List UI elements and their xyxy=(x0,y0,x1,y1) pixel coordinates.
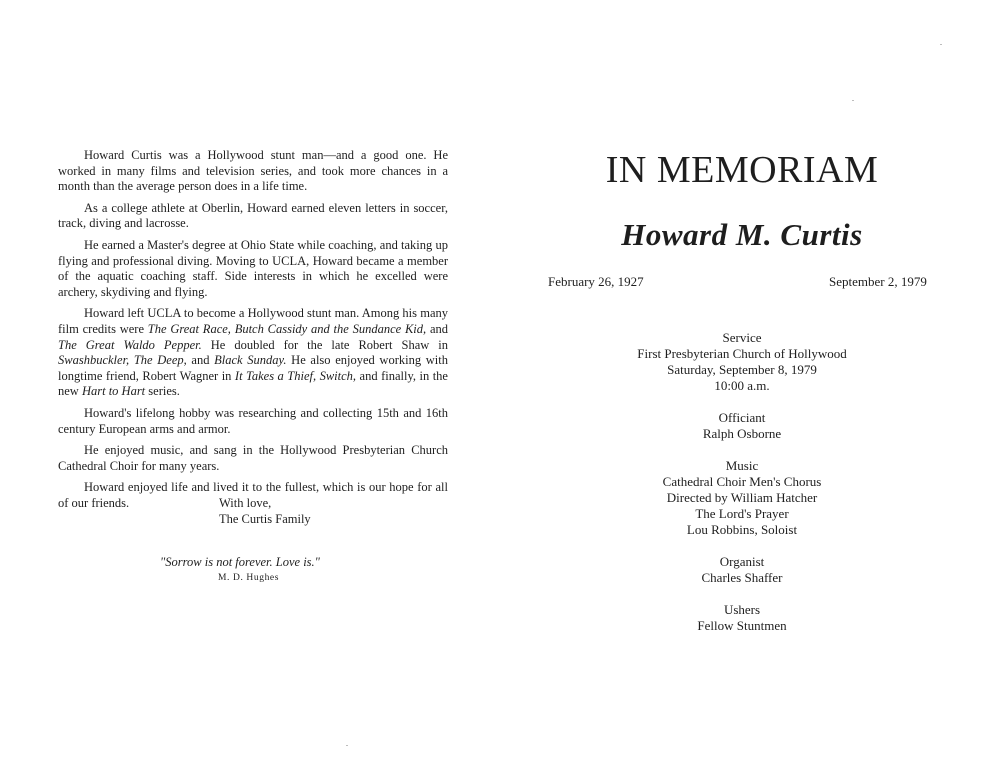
music-line: Cathedral Choir Men's Chorus xyxy=(662,474,822,489)
ushers-section xyxy=(499,602,985,634)
section-heading: Officiant xyxy=(718,410,766,425)
organist-name: Charles Shaffer xyxy=(701,570,783,585)
honoree-name: Howard M. Curtis xyxy=(621,217,863,252)
service-program xyxy=(499,330,985,650)
music-line: Lou Robbins, Soloist xyxy=(686,522,798,537)
music-section xyxy=(499,458,985,538)
film-title: The Great Waldo Pepper. xyxy=(58,337,202,352)
text-run: and xyxy=(426,321,449,336)
service-section xyxy=(499,330,985,394)
text-run: and finally, in the new xyxy=(58,368,448,399)
bio-paragraph: Howard's lifelong hobby was researching and collecting 15th and 16th century European arms and armor. xyxy=(58,405,448,436)
closing-family: The Curtis Family xyxy=(219,511,311,526)
officiant-section xyxy=(499,410,985,442)
section-heading: Music xyxy=(725,458,759,473)
bio-paragraph-film-credits xyxy=(58,306,448,400)
film-title: It Takes a Thief, Switch, xyxy=(234,368,357,383)
officiant-name: Ralph Osborne xyxy=(702,426,782,441)
ushers-name: Fellow Stuntmen xyxy=(697,618,787,633)
text-run: He doubled for the late Robert Shaw in xyxy=(201,337,448,352)
bio-paragraph: As a college athlete at Oberlin, Howard earned eleven letters in soccer, track, diving and lacrosse. xyxy=(58,200,448,231)
quote-text: "Sorrow is not forever. Love is." xyxy=(160,555,320,569)
biography xyxy=(58,148,448,517)
death-date: September 2, 1979 xyxy=(829,274,927,289)
music-line: The Lord's Prayer xyxy=(695,506,789,521)
closing-line: With love, xyxy=(219,496,272,510)
section-heading: Service xyxy=(722,330,762,345)
scan-speck xyxy=(346,745,348,746)
scan-speck xyxy=(940,44,942,45)
page-title: IN MEMORIAM xyxy=(605,149,879,191)
bio-paragraph: He enjoyed music, and sang in the Hollywood Presbyterian Church Cathedral Choir for many years. xyxy=(58,443,448,473)
service-place: First Presbyterian Church of Hollywood xyxy=(637,346,847,361)
bio-paragraph: Howard Curtis was a Hollywood stunt man—and a good one. He worked in many films and television series, and took more chances in a month than the average person does in a life time. xyxy=(58,148,448,194)
service-time: 10:00 a.m. xyxy=(714,378,770,393)
film-title: Swashbuckler, The Deep, xyxy=(58,353,187,368)
organist-section xyxy=(499,554,985,586)
film-title: Hart to Hart xyxy=(81,384,146,399)
text-run: Howard left UCLA to become a Hollywood stunt man. Among his many film credits were xyxy=(58,306,448,336)
music-line: Directed by William Hatcher xyxy=(666,490,818,505)
section-heading: Ushers xyxy=(723,602,761,617)
right-page xyxy=(499,0,998,768)
text-run: and xyxy=(186,353,215,368)
quote-author: M. D. Hughes xyxy=(218,573,280,583)
film-title: The Great Race, Butch Cassidy and the Sundance Kid, xyxy=(147,321,427,336)
birth-date: February 26, 1927 xyxy=(548,274,644,289)
section-heading: Organist xyxy=(719,554,765,569)
closing-signature xyxy=(219,496,311,527)
text-run: He also enjoyed working with longtime friend, Robert Wagner in xyxy=(58,353,448,383)
scan-speck xyxy=(852,100,854,101)
service-date: Saturday, September 8, 1979 xyxy=(667,362,817,377)
film-title: Black Sunday. xyxy=(214,353,287,368)
bio-paragraph: He earned a Master's degree at Ohio State while coaching, and taking up flying and professional diving. Moving to UCLA, Howard became a member of the aquatic coaching staff. Side interests in which he excelled were archery, skydiving and flying. xyxy=(58,237,448,299)
bio-paragraph: Howard enjoyed life and lived it to the fullest, which is our hope for all of our friends. xyxy=(58,480,448,510)
text-run: series. xyxy=(145,384,180,399)
